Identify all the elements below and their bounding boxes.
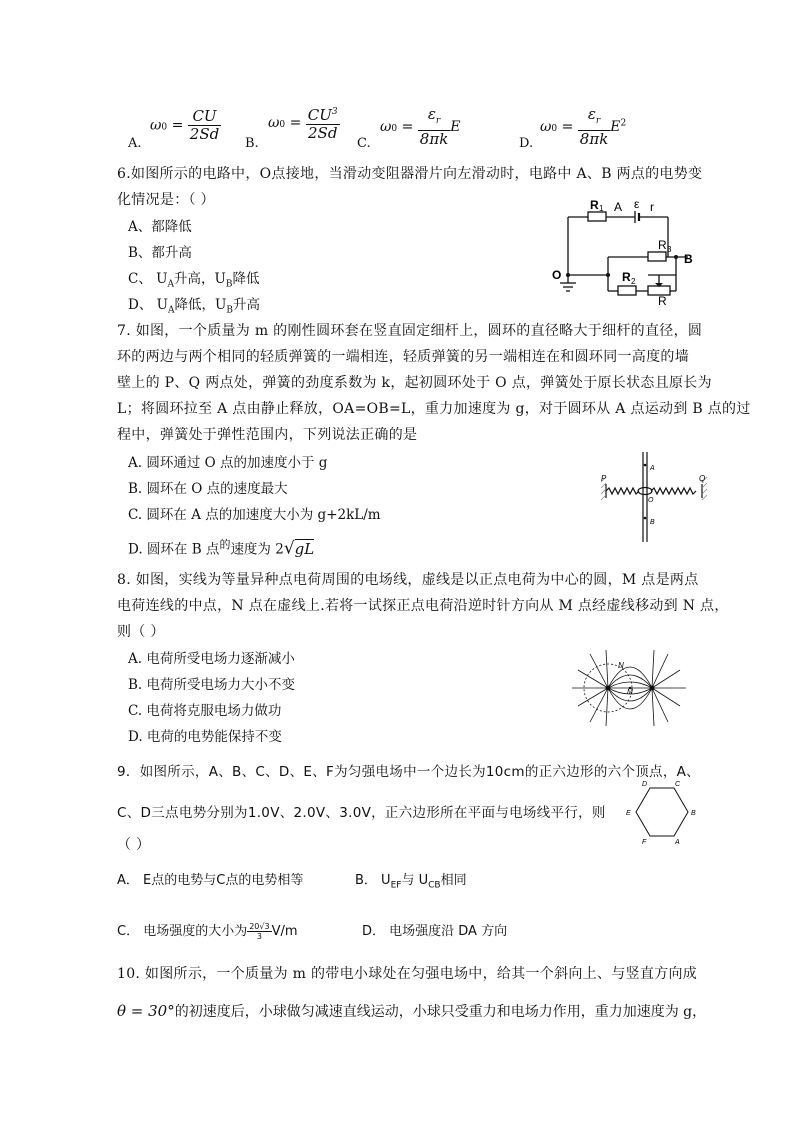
q5-option-d-letter: D.: [519, 136, 534, 151]
text: 升高: [233, 297, 261, 313]
label-r3-sub: 3: [667, 245, 672, 254]
numerator-text: ε: [427, 105, 436, 123]
label-a: A: [614, 200, 623, 214]
q10-stem-line-2: [117, 1001, 706, 1021]
q5-option-a-letter: A.: [128, 136, 142, 151]
equals-sign: =: [289, 115, 302, 131]
text: 与 U: [401, 873, 429, 888]
q7-stem-line-3: 壁上的 P、Q 两点处，弹簧的劲度系数为 k，起初圆环处于 O 点，弹簧处于原长状态且原长为: [117, 375, 712, 391]
positive-charge: [606, 686, 611, 691]
label-rheostat: R: [658, 294, 667, 305]
q8-option-a: A. 电荷所受电场力逐渐减小: [128, 651, 295, 667]
q9-option-d: D． 电场强度沿 DA 方向: [362, 924, 508, 939]
q9-stem-line-3: （ ）: [117, 837, 151, 853]
denominator: 2Sd: [308, 124, 338, 142]
numerator: CU: [188, 108, 221, 126]
numerator: [306, 104, 340, 125]
theta-equation: θ = 30°: [117, 1002, 175, 1020]
q6-stem-line-2: 化情况是：（ ）: [117, 192, 215, 208]
text: 的初速度后，小球做匀减速直线运动，小球只受重力和电场力作用，重力加速度为 g，: [174, 1004, 707, 1020]
label-r1: R: [590, 198, 599, 212]
radicand: gL: [294, 539, 315, 558]
text: 降低，U: [174, 297, 227, 313]
equals-sign: =: [401, 119, 414, 135]
label-m: M: [627, 689, 633, 696]
subscript: B: [226, 305, 234, 316]
q10-stem-line-1: 10. 如图所示，一个质量为 m 的带电小球处在匀强电场中，给其一个斜向上、与竖直方向成: [117, 966, 698, 982]
fraction: [418, 106, 451, 148]
q7-option-b: B. 圆环在 O 点的速度最大: [128, 481, 288, 497]
q5-option-c-formula: [380, 106, 461, 148]
label-p: P: [601, 474, 607, 483]
text: 升高，U: [174, 271, 226, 287]
label-q: Q: [699, 474, 706, 483]
q7-stem-line-4: L；将圆环拉至 A 点由静止释放，OA=OB=L，重力加速度为 g，对于圆环从 A 点运动到 B 点的过: [117, 401, 751, 417]
label-f: F: [642, 839, 647, 846]
q8-option-c: C. 电荷将克服电场力做功: [128, 703, 282, 719]
label-b: B: [691, 810, 696, 817]
q5-option-a-formula: [150, 108, 221, 143]
q7-option-d: [128, 536, 314, 559]
label-r1-sub: 1: [599, 204, 604, 213]
q6-option-d: [128, 293, 260, 316]
label-e: E: [626, 810, 631, 817]
label-n: N: [618, 661, 624, 670]
q5-option-d-formula: [540, 106, 626, 148]
q6-option-a: A、都降低: [128, 219, 192, 235]
text: 降低: [232, 271, 260, 287]
omega-symbol: ω: [268, 115, 280, 131]
field-symbol: E: [610, 119, 621, 135]
text: B． U: [355, 873, 391, 888]
point-b: [644, 517, 647, 520]
omega-symbol: ω: [540, 119, 552, 135]
exponent: 3: [331, 107, 338, 117]
fraction: [578, 106, 611, 148]
subscript: B: [225, 279, 233, 290]
fraction: [188, 108, 221, 143]
text: 相同: [440, 873, 467, 888]
q7-option-c: C. 圆环在 A 点的加速度大小为 g+2kL/m: [128, 507, 381, 523]
label-a: A: [675, 839, 680, 846]
q8-stem-line-3: 则（ ）: [117, 624, 165, 640]
q9-stem-line-2: C、D三点电势分别为1.0V、2.0V、3.0V，正六边形所在平面与电场线平行，则: [117, 805, 606, 821]
subscript: A: [168, 305, 175, 316]
omega-symbol: ω: [380, 119, 392, 135]
label-b: B: [684, 252, 693, 266]
resistor-r3: [648, 252, 666, 261]
denominator: 3: [256, 932, 262, 941]
hexagon: [636, 788, 688, 836]
numerator: [418, 106, 451, 131]
sqrt-icon: √: [283, 538, 295, 559]
label-r2: R: [622, 270, 631, 284]
q8-field-lines-diagram: [570, 648, 688, 728]
numerator: [578, 106, 611, 131]
label-a: A: [650, 465, 655, 472]
text: 的: [219, 538, 231, 551]
negative-charge: [650, 686, 655, 691]
label-emf: ε: [634, 197, 640, 211]
label-b: B: [650, 519, 655, 526]
q9-stem-line-1: 9．如图所示，A、B、C、D、E、F为匀强电场中一个边长为10cm的正六边形的六个顶点，A、: [117, 764, 700, 780]
omega-symbol: ω: [150, 117, 162, 134]
resistor-r1: [588, 212, 606, 221]
field-symbol: E: [450, 119, 461, 135]
q5-option-c-letter: C.: [357, 136, 371, 151]
label-o: O: [552, 268, 562, 282]
denominator: 8πk: [579, 130, 609, 148]
q7-stem-line-2: 环的两边与两个相同的轻质弹簧的一端相连，轻质弹簧的另一端相连在和圆环同一高度的墙: [117, 349, 689, 365]
label-o: O: [648, 497, 654, 504]
omega-subscript: 0: [161, 122, 168, 133]
resistor-r2: [618, 286, 636, 295]
label-r3: R: [658, 238, 667, 252]
q5-option-b-letter: B.: [245, 136, 259, 151]
exponent: 2: [620, 118, 627, 129]
node-o: [566, 273, 570, 277]
q6-option-b: B、都升高: [128, 245, 192, 261]
q8-stem-line-1: 8. 如图，实线为等量异种点电荷周围的电场线，虚线是以正点电荷为中心的圆，M 点是两点: [117, 572, 699, 588]
point-a: [644, 464, 647, 467]
q7-stem-line-1: 7. 如图，一个质量为 m 的刚性圆环套在竖直固定细杆上，圆环的直径略大于细杆的直径，圆: [117, 323, 703, 339]
text: D、 U: [128, 297, 168, 313]
label-r: r: [650, 200, 654, 214]
q6-stem-line-1: 6.如图所示的电路中，O点接地，当滑动变阻器滑片向左滑动时，电路中 A、B 两点的电势变: [117, 166, 703, 182]
q9-option-a: A． E点的电势与C点的电势相等: [117, 873, 304, 888]
text: D. 圆环在 B 点: [128, 541, 220, 558]
text: 速度为 2: [230, 541, 284, 558]
q5-option-b-formula: [268, 104, 340, 142]
denominator: 8πk: [419, 130, 449, 148]
node-b: [674, 255, 678, 259]
q6-option-c: [128, 267, 260, 290]
node: [606, 273, 610, 277]
omega-subscript: 0: [279, 120, 286, 130]
fraction: [306, 104, 340, 142]
q9-option-c: [117, 920, 298, 941]
label-r2-sub: 2: [631, 277, 636, 286]
numerator: 20√3: [249, 922, 270, 931]
text: C、 U: [128, 271, 168, 287]
equals-sign: =: [171, 117, 184, 134]
omega-subscript: 0: [391, 124, 398, 134]
fraction: [247, 922, 271, 941]
q8-stem-line-2: 电荷连线的中点，N 点在虚线上.若将一试探正点电荷沿逆时针方向从 M 点经虚线移动到 N 点，: [117, 598, 729, 614]
subscript: A: [167, 279, 174, 290]
q8-option-b: B. 电荷所受电场力大小不变: [128, 677, 296, 693]
q7-option-a: A. 圆环通过 O 点的加速度小于 g: [128, 455, 328, 471]
subscript: CB: [428, 880, 441, 891]
omega-subscript: 0: [551, 124, 558, 134]
q8-option-d: D. 电荷的电势能保持不变: [128, 729, 282, 745]
subscript: EF: [390, 880, 402, 891]
q7-stem-line-5: 程中，弹簧处于弹性范围内，下列说法正确的是: [117, 427, 418, 443]
numerator-text: CU: [307, 106, 332, 124]
denominator: 2Sd: [189, 125, 220, 143]
label-c: C: [675, 781, 681, 788]
label-d: D: [642, 781, 648, 788]
text: C． 电场强度的大小为: [117, 924, 248, 939]
subscript: r: [595, 116, 601, 126]
q7-spring-ring-diagram: [598, 452, 710, 542]
q9-hexagon-diagram: [618, 776, 712, 846]
numerator-text: ε: [587, 105, 596, 123]
q9-option-b: [355, 869, 467, 891]
subscript: r: [435, 116, 441, 126]
equals-sign: =: [561, 119, 574, 135]
q6-circuit-diagram: [548, 195, 708, 305]
text: V/m: [271, 924, 298, 939]
